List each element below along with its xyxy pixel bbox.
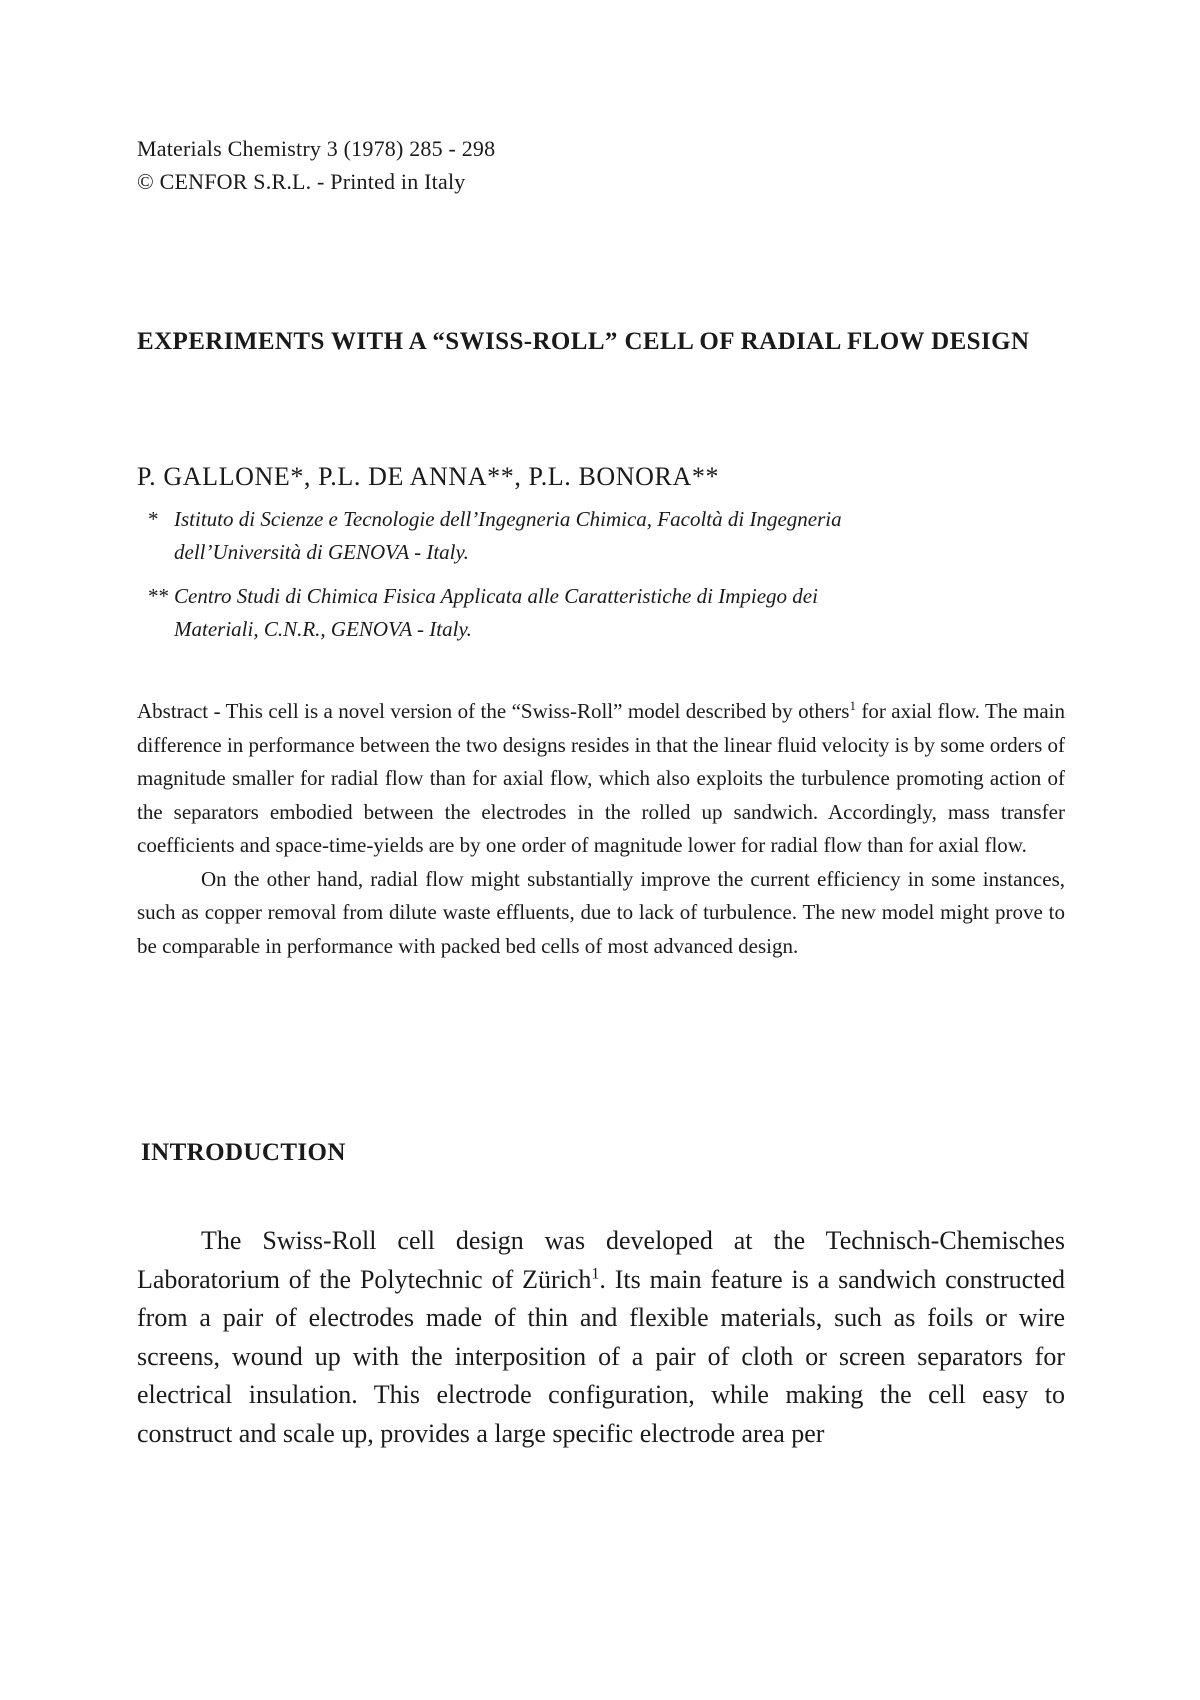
citation-ref: 1 (591, 1264, 600, 1282)
journal-header (137, 132, 495, 198)
abstract-paragraph (137, 695, 1065, 863)
affiliation-line: dell’Università di GENOVA - Italy. (174, 540, 469, 564)
section-heading: INTRODUCTION (141, 1139, 346, 1166)
affiliation-2 (148, 580, 1088, 646)
journal-citation: Materials Chemistry 3 (1978) 285 - 298 (137, 136, 496, 161)
abstract-text: Abstract - This cell is a novel version of the “Swiss-Roll” model described by others (137, 699, 850, 723)
abstract-text: for axial flow. The main difference in performance between the two designs resides in that the linear fluid velocity is by some orders of magnitude smaller for radial flow than for axial flow, which also exploits the turbulence promoting action of the separators embodied between the electrodes in the rolled up sandwich. Accordingly, mass transfer coefficients and space-time-yields are by one order of magnitude lower for radial flow than for axial flow. (137, 699, 1066, 857)
affiliation-line: Materiali, C.N.R., GENOVA - Italy. (174, 617, 472, 641)
affiliation-1 (148, 503, 1088, 569)
affiliation-line: Istituto di Scienze e Tecnologie dell’Ingegneria Chimica, Facoltà di Ingegneria (174, 507, 842, 531)
body-paragraph (137, 1222, 1065, 1453)
introduction-body (137, 1222, 1065, 1453)
body-text: The Swiss-Roll cell design was developed at the Technisch-Chemisches Laboratorium of the Polytechnic of Zürich (137, 1226, 1065, 1294)
author-list: P. GALLONE*, P.L. DE ANNA**, P.L. BONORA** (137, 462, 720, 491)
journal-copyright: © CENFOR S.R.L. - Printed in Italy (137, 169, 466, 194)
abstract-paragraph: On the other hand, radial flow might substantially improve the current efficiency in some instances, such as copper removal from dilute waste effluents, due to lack of turbulence. The new model might prove to be comparable in performance with packed bed cells of most advanced design. (137, 866, 1065, 958)
citation-ref: 1 (849, 698, 856, 713)
body-text: . Its main feature is a sandwich constructed from a pair of electrodes made of thin and flexible materials, such as foils or wire screens, wound up with the interposition of a pair of cloth or screen separators for electrical insulation. This electrode configuration, while making the cell easy to construct and scale up, provides a large specific electrode area per (137, 1264, 1065, 1448)
abstract (137, 695, 1065, 963)
affiliation-mark: ** (148, 584, 169, 608)
affiliation-mark: * (148, 507, 159, 531)
affiliation-line: Centro Studi di Chimica Fisica Applicata alle Caratteristiche di Impiego dei (174, 584, 818, 608)
paper-title: EXPERIMENTS WITH A “SWISS-ROLL” CELL OF RADIAL FLOW DESIGN (137, 328, 1030, 355)
